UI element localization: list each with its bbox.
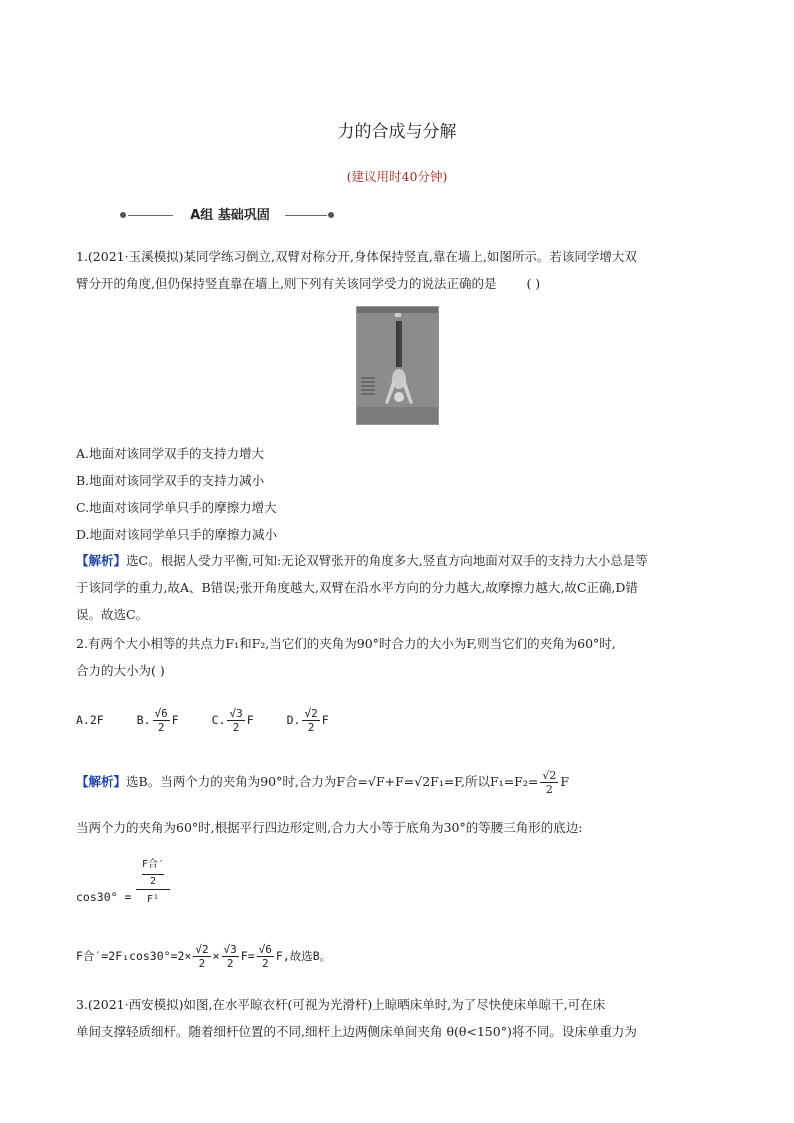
final-fraction-3 [257, 943, 274, 970]
q1-analysis-line2: 于该同学的重力,故A、B错误;张开角度越大,双臂在沿水平方向的分力越大,故摩擦力越大,故C正确,D错 [76, 580, 638, 595]
cos-denominator: F¹ [146, 894, 160, 905]
q2-analysis-unit: F [560, 774, 570, 789]
group-label: A组 基础巩固 [190, 208, 270, 223]
q2-analysis-line1 [76, 762, 569, 802]
left-divider [128, 215, 173, 216]
final-times: × [212, 949, 220, 963]
q2-final-formula [76, 936, 331, 976]
q1-stem-line2 [76, 274, 540, 292]
q1-option-a: A.地面对该同学双手的支持力增大 [76, 446, 265, 461]
q2-options [76, 700, 329, 740]
q1-analysis-line1 [76, 551, 648, 569]
final-fraction-3-numerator: √6 [258, 943, 272, 956]
q2-stem-line2: 合力的大小为( ) [76, 663, 165, 678]
q2-option-c-denominator: 2 [232, 721, 240, 734]
cos-numerator-top: F合′ [141, 859, 165, 870]
q2-option-b-numerator: √6 [154, 707, 168, 720]
handstand-illustration-icon [357, 307, 438, 424]
final-fraction-1-denominator: 2 [198, 957, 206, 970]
q2-option-d-label: D. [286, 713, 301, 727]
q2-option-b-denominator: 2 [157, 721, 165, 734]
q2-option-c-fraction [227, 707, 244, 734]
q1-analysis-tag: 【解析】 [76, 553, 127, 568]
cos-label: cos30° = [76, 890, 132, 904]
q2-option-d-fraction [302, 707, 319, 734]
q2-option-c-unit: F [246, 713, 254, 727]
final-fraction-1-numerator: √2 [195, 943, 209, 956]
q2-option-b-fraction [153, 707, 170, 734]
final-fraction-2 [222, 943, 239, 970]
q2-option-d-denominator: 2 [307, 721, 315, 734]
q2-option-d-unit: F [321, 713, 329, 727]
cos-numerator [136, 858, 170, 890]
right-divider [285, 215, 327, 216]
q2-option-b-unit: F [171, 713, 179, 727]
q2-option-b-label: B. [136, 713, 151, 727]
q2-analysis-fraction [540, 769, 558, 796]
q2-analysis-tag: 【解析】 [76, 774, 127, 789]
final-fraction-2-numerator: √3 [223, 943, 237, 956]
q2-analysis-text1: 选B。当两个力的夹角为90°时,合力为F合=√F+F=√2F₁=F,所以F₁=F₂= [126, 774, 539, 789]
q1-analysis-text1: 选C。根据人受力平衡,可知:无论双臂张开的角度多大,竖直方向地面对双手的支持力大小总是等 [126, 553, 648, 568]
q2-stem-line1: 2.有两个大小相等的共点力F₁和F₂,当它们的夹角为90°时合力的大小为F,则当它们的夹角为60°时, [76, 636, 616, 651]
left-dot-icon [120, 212, 126, 218]
q1-analysis-line3: 误。故选C。 [76, 607, 149, 622]
final-part-a: F合′=2F₁cos30°=2× [76, 949, 192, 963]
q2-option-c-label: C. [211, 713, 226, 727]
final-fraction-1 [193, 943, 210, 970]
q1-answer-bracket: ( ) [526, 276, 541, 291]
handstand-photo [356, 306, 439, 425]
group-heading [120, 204, 335, 226]
final-part-b: F= [240, 949, 255, 963]
q3-line2: 单间支撑轻质细杆。随着细杆位置的不同,细杆上边两侧床单间夹角 θ(θ<150°)将不同。设床单重力为 [76, 1024, 637, 1039]
q2-analysis-numerator: √2 [542, 769, 557, 782]
q2-analysis-line2: 当两个力的夹角为60°时,根据平行四边形定则,合力大小等于底角为30°的等腰三角形的底边: [76, 820, 583, 835]
final-part-c: F,故选B。 [275, 949, 332, 963]
page-title: 力的合成与分解 [337, 122, 457, 142]
q1-stem-line1: 1.(2021·玉溪模拟)某同学练习倒立,双臂对称分开,身体保持竖直,靠在墙上,如图所示。若该同学增大双 [76, 249, 637, 264]
final-fraction-2-denominator: 2 [226, 957, 234, 970]
suggested-time: (建议用时40分钟) [346, 169, 448, 184]
q1-option-d: D.地面对该同学单只手的摩擦力减小 [76, 527, 278, 542]
q1-option-c: C.地面对该同学单只手的摩擦力增大 [76, 500, 277, 515]
right-dot-icon [328, 212, 334, 218]
q1-stem-text: 臂分开的角度,但仍保持竖直靠在墙上,则下列有关该同学受力的说法正确的是 [76, 276, 497, 291]
cos-fraction [136, 858, 170, 907]
q3-line1: 3.(2021·西安模拟)如图,在水平晾衣杆(可视为光滑杆)上晾晒床单时,为了尽快使床单晾干,可在床 [76, 997, 606, 1012]
final-fraction-3-denominator: 2 [261, 957, 269, 970]
q2-option-c-numerator: √3 [229, 707, 243, 720]
q2-option-d-numerator: √2 [304, 707, 318, 720]
cos-numerator-bottom: 2 [142, 874, 164, 889]
q2-option-a: A.2F [76, 713, 104, 727]
q2-analysis-denominator: 2 [545, 783, 553, 796]
q1-option-b: B.地面对该同学双手的支持力减小 [76, 473, 265, 488]
